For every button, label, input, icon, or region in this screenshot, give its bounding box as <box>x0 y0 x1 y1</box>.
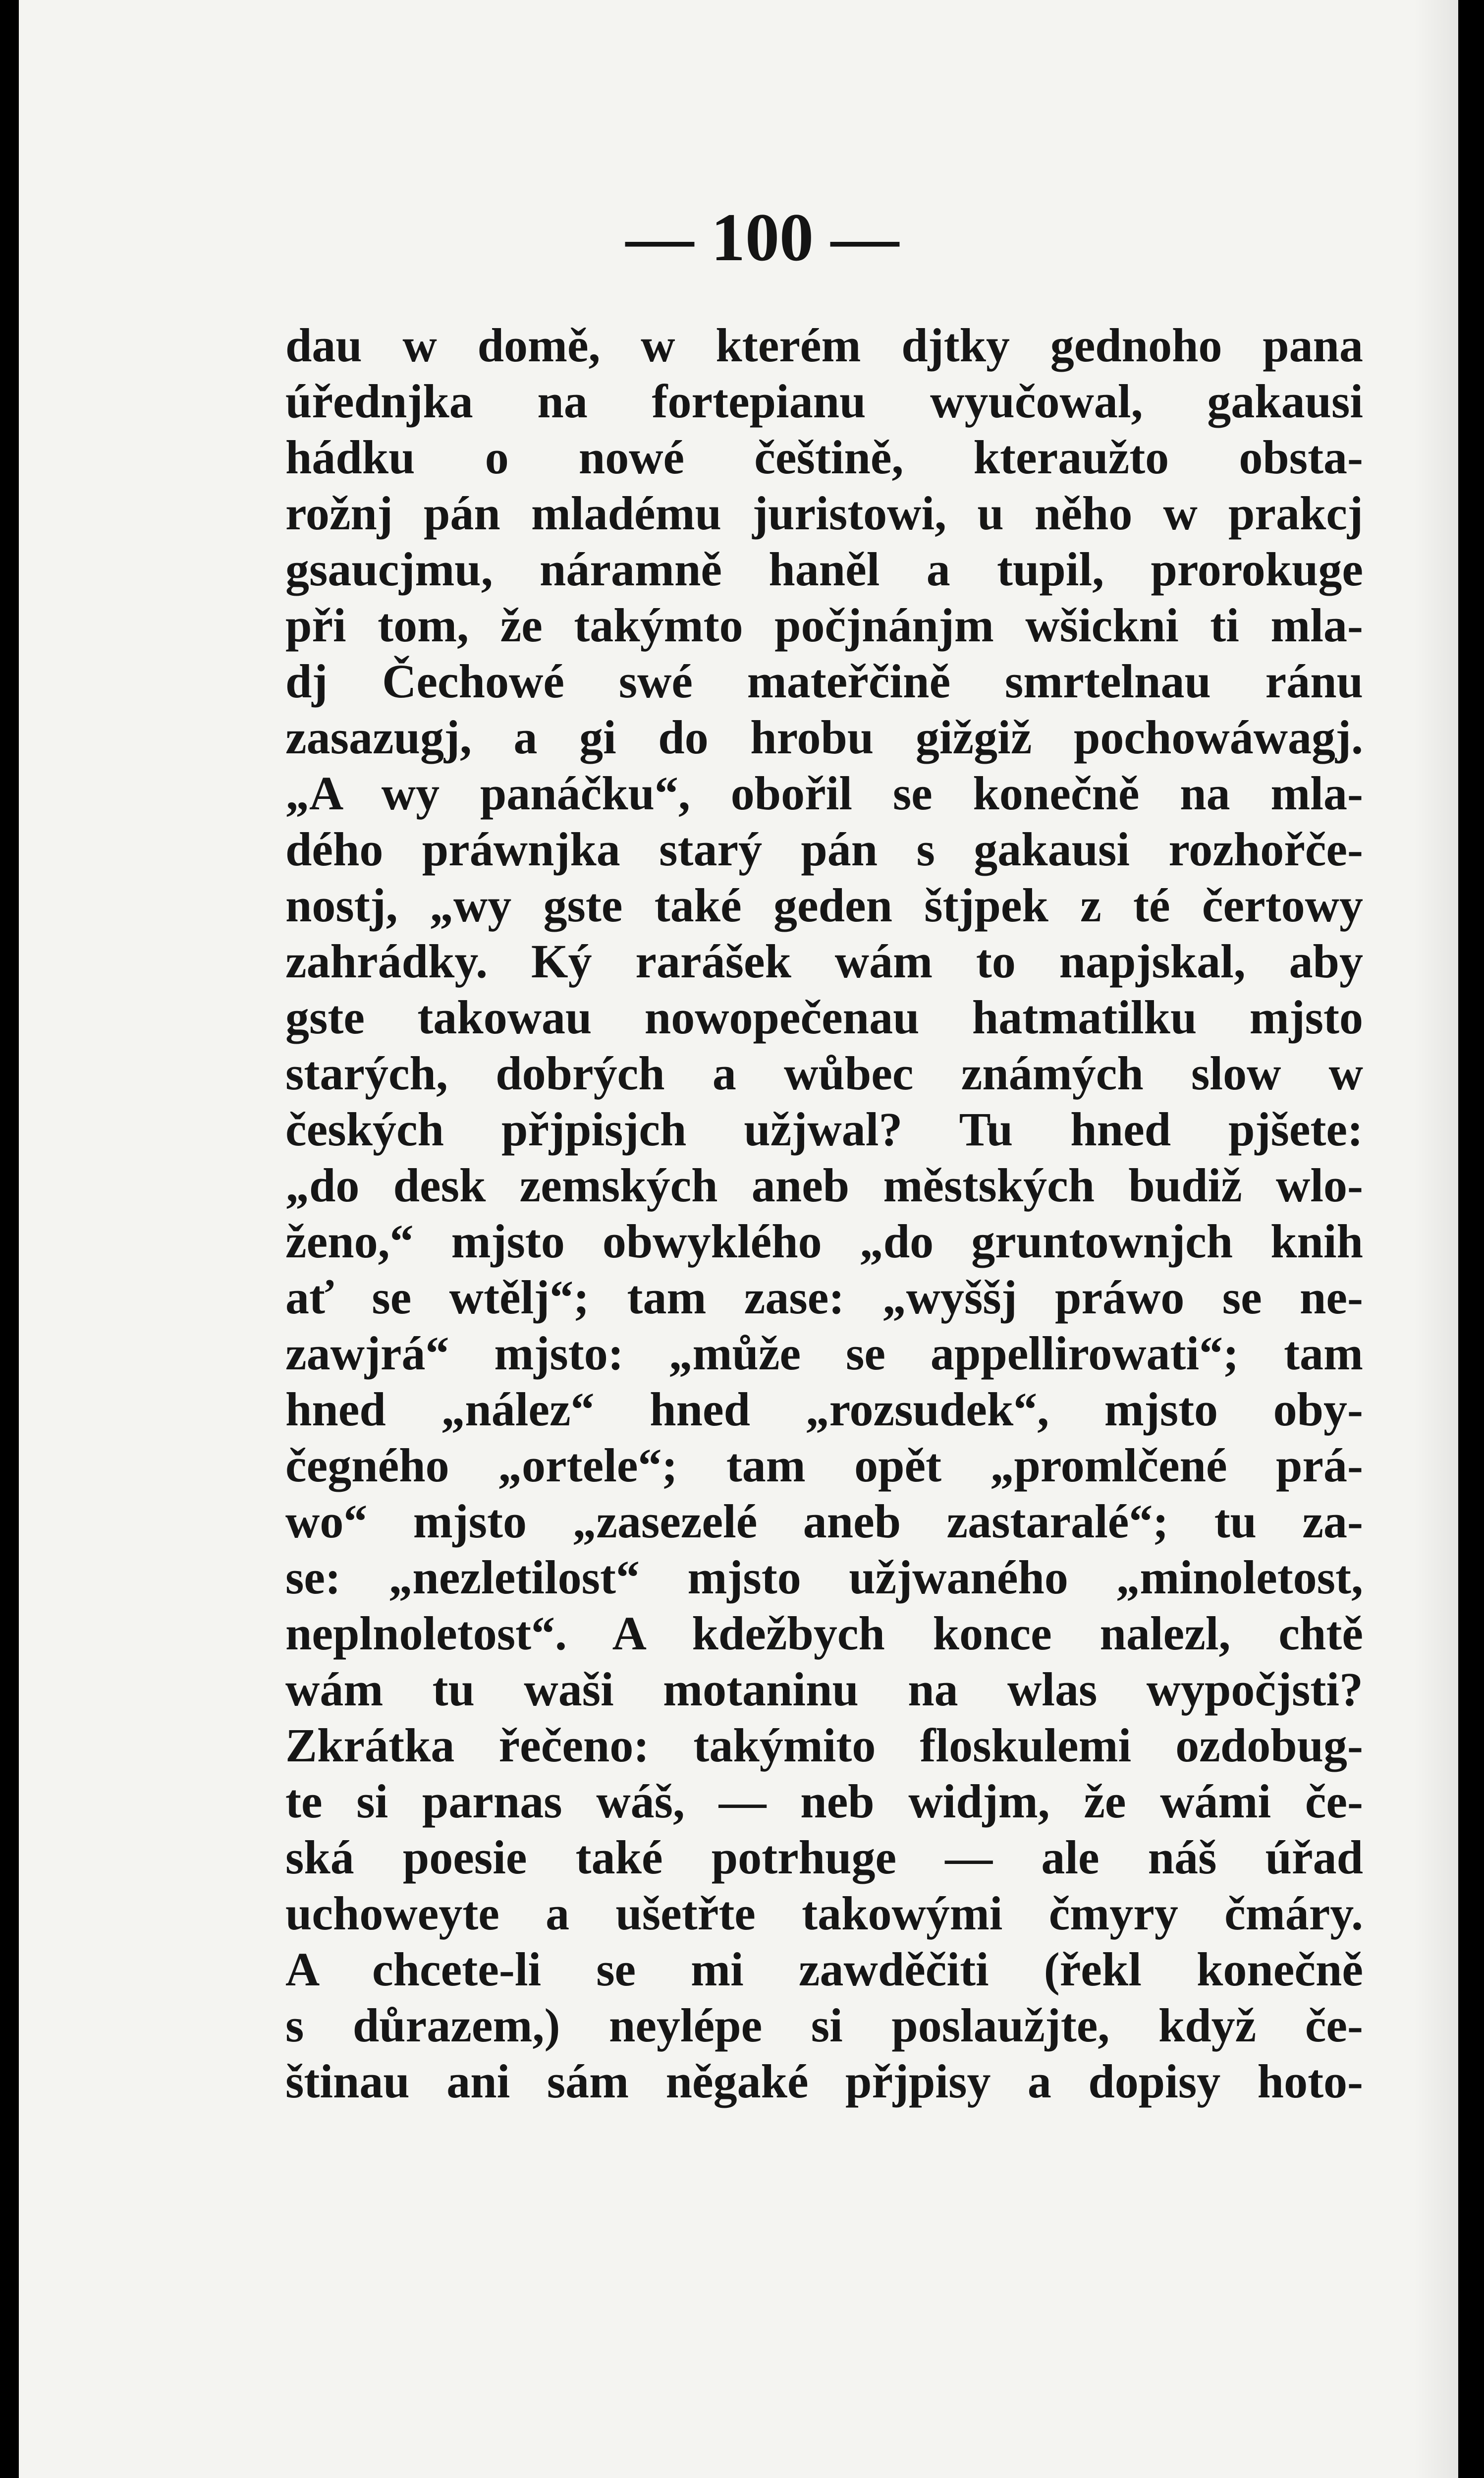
text-line: s důrazem,) neylépe si poslaužjte, když če- <box>285 1999 1363 2052</box>
text-line: Zkrátka řečeno: takýmito floskulemi ozdobug- <box>285 1719 1363 1772</box>
text-line: českých přjpisjch užjwal? Tu hned pjšete: <box>285 1103 1363 1156</box>
text-line: úřednjka na fortepianu wyučowal, gakausi <box>285 375 1363 428</box>
text-line: ženo,“ mjsto obwyklého „do gruntownjch knih <box>285 1215 1363 1268</box>
text-line: gsaucjmu, náramně haněl a tupil, prorokuge <box>285 543 1363 596</box>
text-line: A chcete-li se mi zawděčiti (řekl konečně <box>285 1943 1363 1996</box>
text-line: uchoweyte a ušetřte takowými čmyry čmáry. <box>285 1887 1363 1940</box>
book-page <box>19 0 1458 2478</box>
text-line: zahrádky. Ký rarášek wám to napjskal, aby <box>285 935 1363 988</box>
text-line: „do desk zemských aneb městských budiž wlo- <box>285 1159 1363 1212</box>
text-line: rožnj pán mladému juristowi, u něho w prakcj <box>285 487 1363 540</box>
text-line: ať se wtělj“; tam zase: „wyššj práwo se ne- <box>285 1271 1363 1324</box>
page-number: — 100 — <box>625 199 899 275</box>
text-line: neplnoletost“. A kdežbych konce nalezl, chtě <box>285 1607 1363 1660</box>
text-line: dého práwnjka starý pán s gakausi rozhořče- <box>285 823 1363 876</box>
text-line: zawjrá“ mjsto: „může se appellirowati“; tam <box>285 1327 1363 1380</box>
text-line: dj Čechowé swé mateřčině smrtelnau ránu <box>285 655 1363 708</box>
text-line: dau w domě, w kterém djtky gednoho pana <box>285 319 1363 372</box>
text-line: hádku o nowé češtině, kteraužto obsta- <box>285 431 1363 484</box>
text-line: při tom, že takýmto počjnánjm wšickni ti mla- <box>285 599 1363 652</box>
text-line: se: „nezletilost“ mjsto užjwaného „minoletost, <box>285 1551 1363 1604</box>
text-line: „A wy panáčku“, obořil se konečně na mla- <box>285 767 1363 820</box>
text-line: wo“ mjsto „zasezelé aneb zastaralé“; tu za- <box>285 1495 1363 1548</box>
text-line: te si parnas wáš, — neb widjm, že wámi če- <box>285 1775 1363 1828</box>
text-line: wám tu waši motaninu na wlas wypočjsti? <box>285 1663 1363 1716</box>
text-line: štinau ani sám něgaké přjpisy a dopisy hoto- <box>285 2055 1363 2108</box>
text-line: zasazugj, a gi do hrobu gižgiž pochowáwagj. <box>285 711 1363 764</box>
text-line: ská poesie také potrhuge — ale náš úřad <box>285 1831 1363 1884</box>
text-line: starých, dobrých a wůbec známých slow w <box>285 1047 1363 1100</box>
text-line: čegného „ortele“; tam opět „promlčené prá- <box>285 1439 1363 1492</box>
text-line: gste takowau nowopečenau hatmatilku mjsto <box>285 991 1363 1044</box>
text-line: hned „nález“ hned „rozsudek“, mjsto oby- <box>285 1383 1363 1436</box>
page-edge-shadow <box>1414 0 1458 2478</box>
body-text <box>285 317 1363 2109</box>
text-line: nostj, „wy gste také geden štjpek z té čertowy <box>285 879 1363 932</box>
